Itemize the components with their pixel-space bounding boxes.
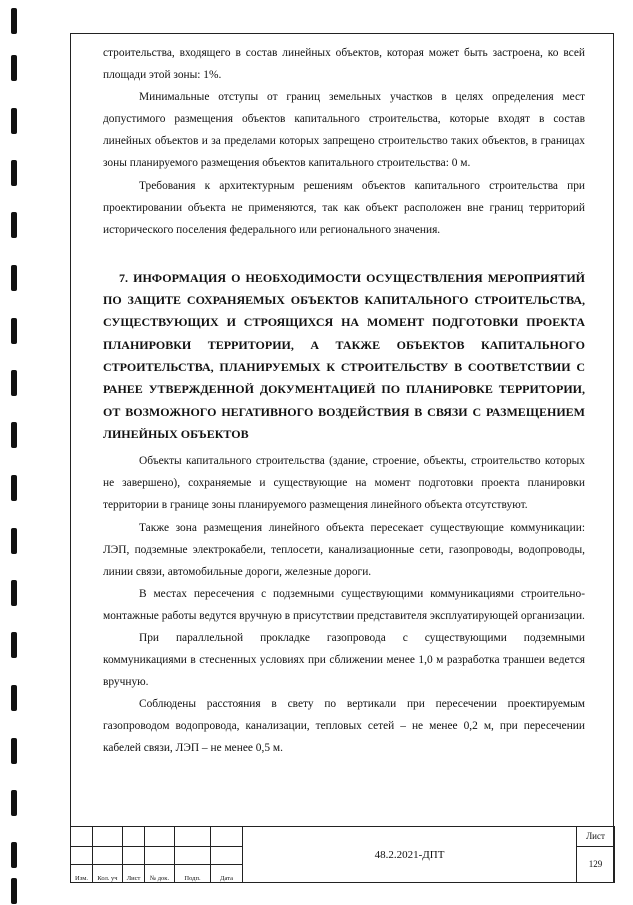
col-header-date: Дата	[211, 864, 243, 882]
binding-marks	[0, 0, 40, 905]
paragraph-setbacks: Минимальные отступы от границ земельных участков в целях определения мест допустимого размещения объектов капитального строительства, которые входят в состав линейных объектов и за пределами которых запрещено строительство таких объектов, в границах зоны планируемого размещения объектов капитального строительства: 0 м.	[103, 91, 585, 170]
col-header-count: Кол. уч	[93, 864, 123, 882]
paragraph-objects: Объекты капитального строительства (здание, строение, объекты, строительство которых не завершено), сохраняемые и существующие на момент подготовки проекта планировки территории в границе зоны планируемого размещения линейного объекта отсутствуют.	[103, 455, 585, 512]
col-header-sheet: Лист	[123, 864, 145, 882]
document-body	[103, 42, 585, 760]
sheet-label: Лист	[577, 827, 615, 847]
paragraph-continuation: строительства, входящего в состав линейных объектов, которая может быть застроена, ко всей площади этой зоны: 1%.	[103, 47, 585, 82]
title-block	[70, 826, 614, 883]
col-header-doc-number: № док.	[145, 864, 175, 882]
paragraph-communications: Также зона размещения линейного объекта пересекает существующие коммуникации: ЛЭП, подземные электрокабели, теплосети, канализационные сети, газопроводы, водопроводы, линии связи, автомобильные дороги, железные дороги.	[103, 521, 585, 578]
col-header-change: Изм.	[71, 864, 93, 882]
paragraph-parallel-laying: При параллельной прокладке газопровода с существующими подземными коммуникациями в стесненных условиях при сближении менее 1,0 м разработка траншеи ведется вручную.	[103, 631, 585, 689]
sheet-number: 129	[577, 846, 615, 882]
paragraph-distances: Соблюдены расстояния в свету по вертикали при пересечении проектируемым газопроводом водопровода, канализации, тепловых сетей – не менее 0,2 м, при пересечении кабелей связи, ЛЭП – не менее 0,5 м.	[103, 698, 585, 755]
document-code: 48.2.2021-ДПТ	[243, 827, 577, 883]
paragraph-architecture: Требования к архитектурным решениям объектов капитального строительства при проектировании объекта не применяются, так как объект расположен вне границ территорий исторического поселения федерального или регионального значения.	[103, 179, 585, 236]
paragraph-crossings: В местах пересечения с подземными существующими коммуникациями строительно-монтажные работы ведутся вручную в присутствии представителя эксплуатирующей организации.	[103, 587, 585, 622]
section-heading: 7. ИНФОРМАЦИЯ О НЕОБХОДИМОСТИ ОСУЩЕСТВЛЕНИЯ МЕРОПРИЯТИЙ ПО ЗАЩИТЕ СОХРАНЯЕМЫХ ОБЪЕКТОВ КАПИТАЛЬНОГО СТРОИТЕЛЬСТВА, СУЩЕСТВУЮЩИХ И СТРОЯЩИХСЯ НА МОМЕНТ ПОДГОТОВКИ ПРОЕКТА ПЛАНИРОВКИ ТЕРРИТОРИИ, А ТАКЖЕ ОБЪЕКТОВ КАПИТАЛЬНОГО СТРОИТЕЛЬСТВА, ПЛАНИРУЕМЫХ К СТРОИТЕЛЬСТВУ В СООТВЕТСТВИИ С РАНЕЕ УТВЕРЖДЕННОЙ ДОКУМЕНТАЦИЕЙ ПО ПЛАНИРОВКЕ ТЕРРИТОРИИ, ОТ ВОЗМОЖНОГО НЕГАТИВНОГО ВОЗДЕЙСТВИЯ В СВЯЗИ С РАЗМЕЩЕНИЕМ ЛИНЕЙНЫХ ОБЪЕКТОВ	[103, 270, 585, 441]
col-header-signature: Подп.	[175, 864, 211, 882]
